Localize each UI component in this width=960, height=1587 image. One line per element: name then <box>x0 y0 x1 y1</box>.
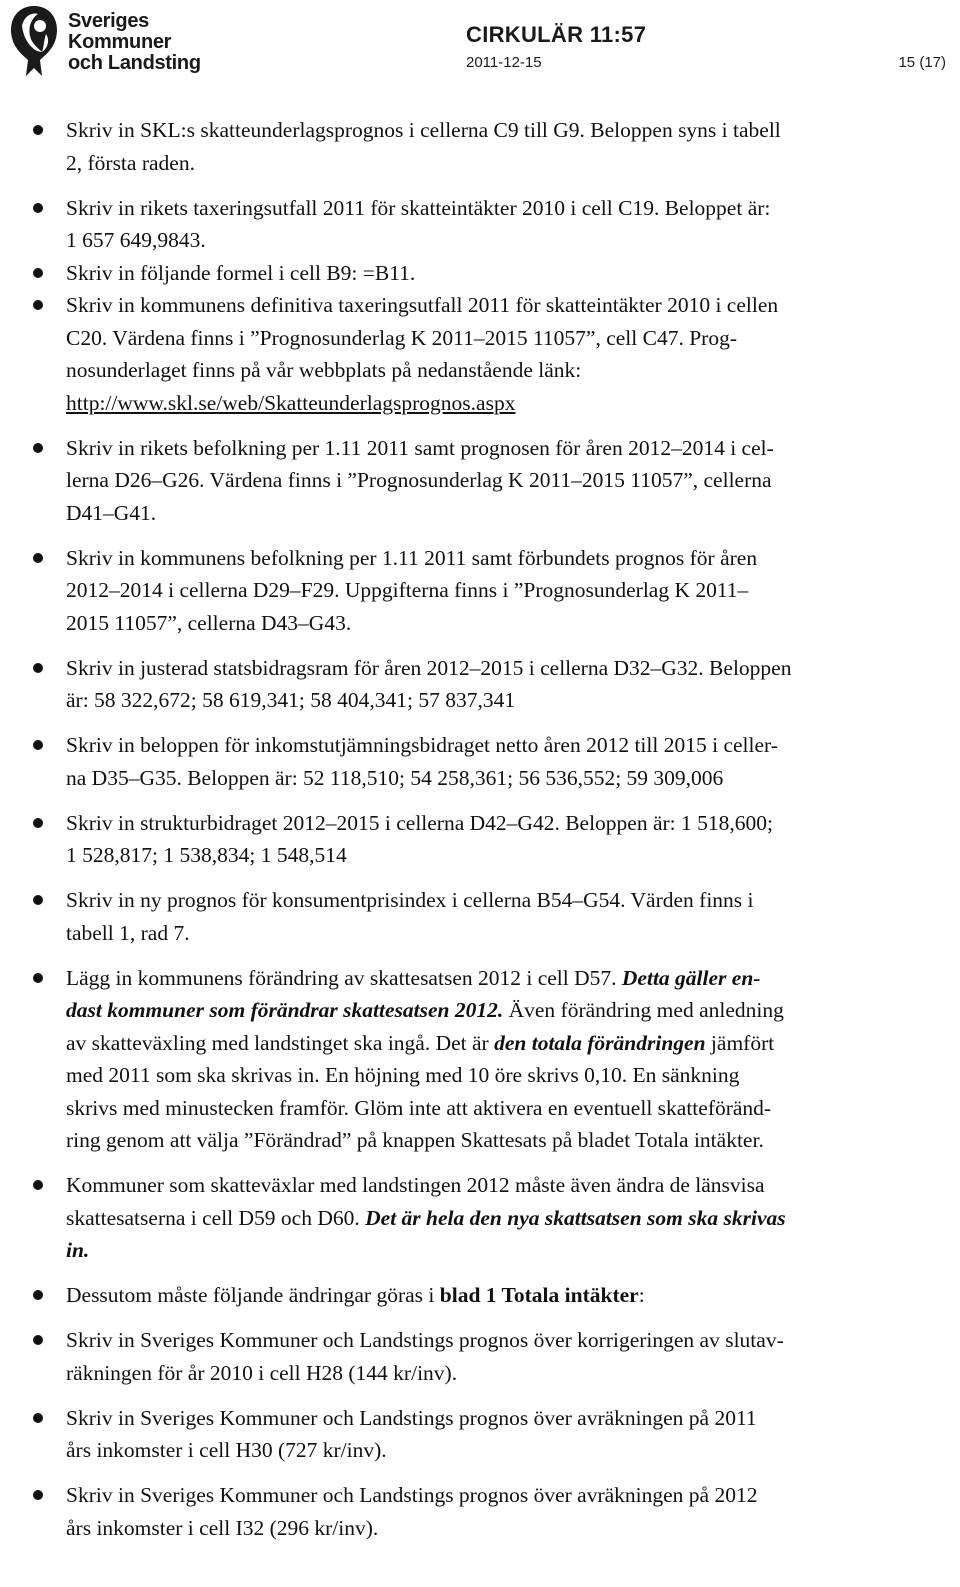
list-item <box>0 432 938 530</box>
line <box>66 1202 938 1235</box>
line: 2, första raden. <box>66 150 195 175</box>
line: Skriv in kommunens definitiva taxeringsutfall 2011 för skatteintäkter 2010 i cellen <box>66 293 779 317</box>
line: med 2011 som ska skrivas in. En höjning med 10 öre skrivs 0,10. En sänkning <box>66 1063 740 1087</box>
line: Skriv in rikets taxeringsutfall 2011 för skatteintäkter 2010 i cell C19. Beloppet är: <box>66 195 771 220</box>
org-line-3: och Landsting <box>68 52 201 74</box>
line: in. <box>66 1238 90 1262</box>
text: Dessutom måste följande ändringar göras i <box>66 1283 440 1307</box>
line: Skriv in följande formel i cell B9: =B11. <box>66 260 416 285</box>
bullet-icon <box>33 443 43 453</box>
list-item <box>0 1479 938 1544</box>
line: nosunderlaget finns på vår webbplats på nedanstående länk: <box>66 358 582 382</box>
line: Skriv in kommunens befolkning per 1.11 2011 samt förbundets prognos för åren <box>66 545 758 570</box>
line: 2012–2014 i cellerna D29–F29. Uppgifterna finns i ”Prognosunderlag K 2011– <box>66 578 749 602</box>
bullet-icon <box>33 973 43 983</box>
list-item <box>0 652 938 717</box>
list-item <box>0 114 938 179</box>
line <box>66 1279 938 1312</box>
list-item <box>0 192 938 257</box>
text: : <box>638 1283 645 1307</box>
line: tabell 1, rad 7. <box>66 920 190 945</box>
line: års inkomster i cell H30 (727 kr/inv). <box>66 1438 387 1462</box>
text: av skatteväxling med landstinget ska ingå. Det är <box>66 1030 495 1055</box>
list-item <box>0 884 938 949</box>
text: Även förändring med anledning <box>503 998 784 1022</box>
bullet-icon <box>33 818 43 828</box>
bullet-icon <box>33 740 43 750</box>
text: jämfört <box>705 1030 775 1055</box>
line: lerna D26–G26. Värdena finns i ”Prognosunderlag K 2011–2015 11057”, cellerna <box>66 468 772 492</box>
emphasis-text: Detta gäller en- <box>621 965 761 990</box>
webpage-link[interactable]: http://www.skl.se/web/Skatteunderlagsprognos.aspx <box>66 390 516 415</box>
list-item <box>0 1169 938 1267</box>
emphasis-text: dast kommuner som förändrar skattesatsen 2012. <box>66 998 504 1022</box>
bullet-icon <box>33 125 43 135</box>
bullet-icon <box>33 1490 43 1500</box>
bullet-icon <box>33 663 43 673</box>
line <box>66 994 938 1027</box>
list-item <box>0 807 938 872</box>
instruction-list <box>0 114 960 1557</box>
bullet-icon <box>33 203 43 213</box>
line: 1 657 649,9843. <box>66 228 206 252</box>
circular-number: CIRKULÄR 11:57 <box>466 22 647 47</box>
bullet-icon <box>33 1290 43 1300</box>
text: skattesatserna i cell D59 och D60. <box>66 1205 366 1230</box>
line: Skriv in Sveriges Kommuner och Landstings prognos över avräkningen på 2011 <box>66 1405 757 1430</box>
list-item <box>0 729 938 794</box>
list-item <box>0 1279 938 1312</box>
line: Skriv in Sveriges Kommuner och Landstings prognos över avräkningen på 2012 <box>66 1483 758 1507</box>
list-item <box>0 962 938 1157</box>
organization-name <box>68 11 201 74</box>
line: skrivs med minustecken framför. Glöm inte att aktivera en eventuell skatteföränd- <box>66 1095 772 1120</box>
line: Skriv in rikets befolkning per 1.11 2011 samt prognosen för åren 2012–2014 i cel- <box>66 435 774 460</box>
bullet-icon <box>33 268 43 278</box>
line: 1 528,817; 1 538,834; 1 548,514 <box>66 843 347 867</box>
org-line-2: Kommuner <box>68 31 172 53</box>
line: ring genom att välja ”Förändrad” på knappen Skattesats på bladet Totala intäkter. <box>66 1128 764 1152</box>
bullet-icon <box>33 895 43 905</box>
list-item <box>0 257 938 290</box>
line: Kommuner som skatteväxlar med landstingen 2012 måste även ändra de länsvisa <box>66 1173 765 1197</box>
line: är: 58 322,672; 58 619,341; 58 404,341; 57 837,341 <box>66 688 516 712</box>
line: Skriv in justerad statsbidragsram för åren 2012–2015 i cellerna D32–G32. Beloppen <box>66 655 792 680</box>
bullet-icon <box>33 553 43 563</box>
bold-text: blad 1 Totala intäkter <box>439 1283 639 1307</box>
text: Lägg in kommunens förändring av skattesatsen 2012 i cell D57. <box>66 965 622 990</box>
list-item <box>0 289 938 419</box>
list-item <box>0 1402 938 1467</box>
line <box>66 1027 938 1060</box>
bullet-icon <box>33 1335 43 1345</box>
bullet-icon <box>33 300 43 310</box>
line: D41–G41. <box>66 500 157 525</box>
line: års inkomster i cell I32 (296 kr/inv). <box>66 1515 379 1540</box>
org-line-1: Sveriges <box>68 10 149 32</box>
page-header <box>0 0 960 90</box>
line: räkningen för år 2010 i cell H28 (144 kr/inv). <box>66 1360 458 1385</box>
document-date: 2011-12-15 <box>466 54 542 71</box>
list-item <box>0 542 938 640</box>
line: Skriv in SKL:s skatteunderlagsprognos i cellerna C9 till G9. Beloppen syns i tabell <box>66 118 781 142</box>
bullet-icon <box>33 1413 43 1423</box>
line: Skriv in ny prognos för konsumentprisindex i cellerna B54–G54. Värden finns i <box>66 888 754 912</box>
line: Skriv in beloppen för inkomstutjämningsbidraget netto åren 2012 till 2015 i celler- <box>66 733 778 757</box>
page-number: 15 (17) <box>898 54 946 71</box>
line <box>66 962 938 995</box>
emphasis-text: den totala förändringen <box>494 1030 706 1055</box>
line: Skriv in Sveriges Kommuner och Landstings prognos över korrigeringen av slutav- <box>66 1328 784 1352</box>
skl-logo-icon <box>6 2 62 82</box>
line: C20. Värdena finns i ”Prognosunderlag K 2011–2015 11057”, cell C47. Prog- <box>66 325 737 350</box>
line: 2015 11057”, cellerna D43–G43. <box>66 610 352 635</box>
line: na D35–G35. Beloppen är: 52 118,510; 54 258,361; 56 536,552; 59 309,006 <box>66 765 724 790</box>
bullet-icon <box>33 1180 43 1190</box>
emphasis-text: Det är hela den nya skattsatsen som ska skrivas <box>365 1205 786 1230</box>
list-item <box>0 1324 938 1389</box>
line: Skriv in strukturbidraget 2012–2015 i cellerna D42–G42. Beloppen är: 1 518,600; <box>66 810 773 835</box>
